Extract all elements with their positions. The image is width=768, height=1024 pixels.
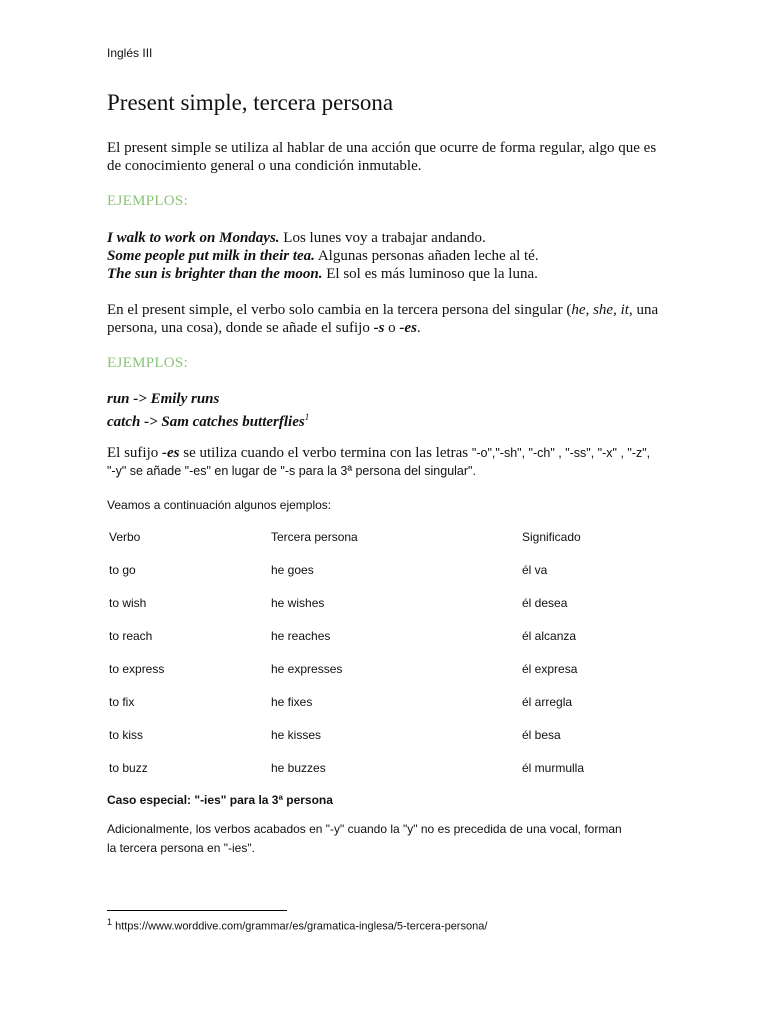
table-row — [107, 626, 667, 659]
example-line — [107, 247, 667, 265]
footnote — [107, 917, 487, 933]
table-cell: to wish — [109, 596, 147, 610]
column-header: Tercera persona — [271, 530, 358, 544]
text-run: , una — [628, 302, 659, 318]
example-line — [107, 229, 667, 247]
intro-line: El present simple se utiliza al hablar de una acción que ocurre de forma regular, algo que es — [107, 140, 657, 156]
table-cell: he goes — [271, 563, 314, 577]
text-run: . — [416, 320, 421, 336]
table-row — [107, 692, 667, 725]
example-line: run -> Emily runs — [107, 391, 220, 407]
special-case-text — [107, 820, 667, 858]
example-spanish: El sol es más luminoso que la luna. — [322, 266, 538, 282]
paragraph-line: Adicionalmente, los verbos acabados en "-y" cuando la "y" no es precedida de una vocal, forman — [107, 822, 622, 836]
column-header: Significado — [522, 530, 581, 544]
table-row — [107, 593, 667, 626]
table-cell: he buzzes — [271, 761, 326, 775]
table-row — [107, 758, 667, 791]
table-cell: to express — [109, 662, 165, 676]
footnote-number: 1 — [107, 917, 113, 927]
table-row — [107, 560, 667, 593]
example-english: I walk to work on Mondays. — [107, 230, 280, 246]
example-line — [107, 265, 667, 283]
table-cell: él desea — [522, 596, 568, 610]
text-run: , — [613, 302, 621, 318]
text-run: , — [585, 302, 594, 318]
footnote-separator — [107, 910, 287, 911]
table-cell: él expresa — [522, 662, 578, 676]
pronoun-she: she — [593, 302, 614, 318]
examples-heading: EJEMPLOS: — [107, 355, 189, 371]
table-cell: él besa — [522, 728, 561, 742]
table-cell: to kiss — [109, 728, 144, 742]
letters-list: "-o","-sh", "-ch" , "-ss", "-x" , "-z", — [471, 446, 651, 460]
examples-list — [107, 229, 667, 283]
examples-heading: EJEMPLOS: — [107, 193, 189, 209]
text-run: se utiliza cuando el verbo termina con las letras — [179, 445, 472, 461]
verb-table — [107, 527, 667, 791]
pronoun-he: he — [571, 302, 586, 318]
suffix-paragraph — [107, 444, 667, 480]
pronoun-it: it — [620, 302, 629, 318]
suffix-es: -es — [399, 320, 417, 336]
text-run: El sufijo — [107, 445, 162, 461]
paragraph-line: la tercera persona en "-ies". — [107, 841, 255, 855]
table-cell: he expresses — [271, 662, 343, 676]
intro-paragraph — [107, 139, 667, 175]
special-case-title: Caso especial: "-ies" para la 3ª persona — [107, 793, 333, 807]
header-label: Inglés III — [107, 46, 153, 60]
footnote-url[interactable]: https://www.worddive.com/grammar/es/gramatica-inglesa/5-tercera-persona/ — [112, 920, 488, 933]
paragraph-line — [107, 444, 667, 462]
table-cell: él alcanza — [522, 629, 577, 643]
paragraph-line: "-y" se añade "-es" en lugar de "-s para la 3ª persona del singular". — [107, 464, 476, 478]
table-intro: Veamos a continuación algunos ejemplos: — [107, 498, 332, 512]
table-cell: to reach — [109, 629, 153, 643]
column-header: Verbo — [109, 530, 141, 544]
table-cell: he reaches — [271, 629, 331, 643]
examples-list-2 — [107, 390, 667, 431]
table-row — [107, 725, 667, 758]
footnote-reference: 1 — [304, 412, 310, 422]
example-line — [107, 408, 667, 431]
table-cell: to go — [109, 563, 136, 577]
intro-line: de conocimiento general o una condición inmutable. — [107, 158, 422, 174]
table-cell: to buzz — [109, 761, 148, 775]
paragraph-line — [107, 301, 667, 319]
table-cell: to fix — [109, 695, 135, 709]
suffix-es: -es — [162, 445, 180, 461]
table-header-row — [107, 527, 667, 560]
table-cell: he fixes — [271, 695, 313, 709]
example-spanish: Algunas personas añaden leche al té. — [314, 248, 539, 264]
paragraph-line — [107, 319, 667, 337]
table-cell: he wishes — [271, 596, 325, 610]
table-row — [107, 659, 667, 692]
third-person-paragraph — [107, 301, 667, 337]
table-cell: él murmulla — [522, 761, 585, 775]
table-cell: él va — [522, 563, 548, 577]
page-title: Present simple, tercera persona — [107, 90, 394, 115]
example-english: Some people put milk in their tea. — [107, 248, 315, 264]
example-spanish: Los lunes voy a trabajar andando. — [279, 230, 486, 246]
suffix-s: -s — [373, 320, 385, 336]
table-cell: él arregla — [522, 695, 573, 709]
text-run: En el present simple, el verbo solo cambia en la tercera persona del singular ( — [107, 302, 572, 318]
table-cell: he kisses — [271, 728, 322, 742]
example-english: The sun is brighter than the moon. — [107, 266, 323, 282]
text-run: persona, una cosa), donde se añade el sufijo — [107, 320, 374, 336]
text-run: o — [384, 320, 400, 336]
example-text: catch -> Sam catches butterflies — [107, 414, 305, 430]
